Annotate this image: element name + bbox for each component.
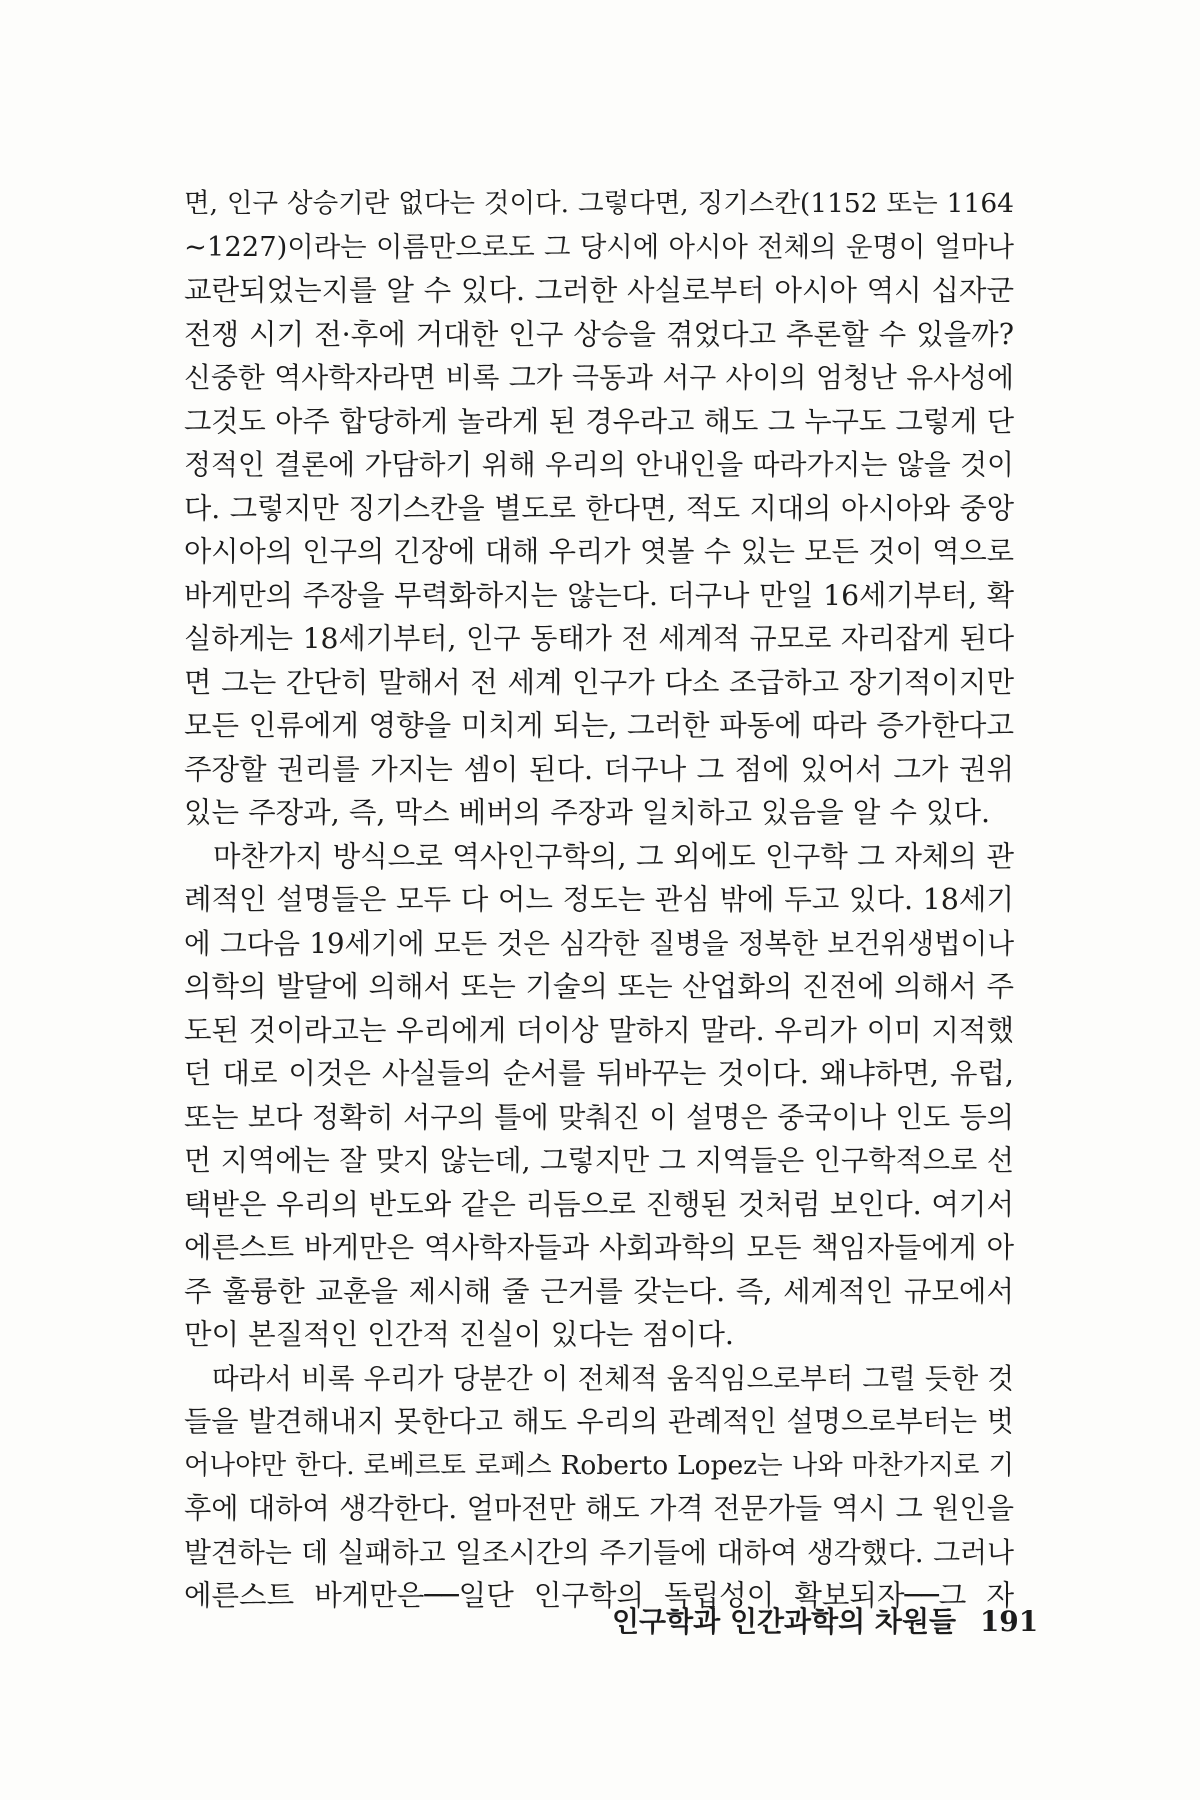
text-line: 따라서 비록 우리가 당분간 이 전체적 움직임으로부터 그럴 듯한 것 [184,1361,1014,1395]
text-line: 또는 보다 정확히 서구의 틀에 맞춰진 이 설명은 중국이나 인도 등의 [184,1100,1014,1134]
text-line: 주장할 권리를 가지는 셈이 된다. 더구나 그 점에 있어서 그가 권위 [184,752,1014,786]
text-line: 에른스트 바게만은 역사학자들과 사회과학의 모든 책임자들에게 아 [184,1231,1014,1264]
text-line: 주 훌륭한 교훈을 제시해 줄 근거를 갖는다. 즉, 세계적인 규모에서 [184,1274,1014,1308]
text-line: 아시아의 인구의 긴장에 대해 우리가 엿볼 수 있는 모든 것이 역으로 [184,535,1014,568]
text-line: 발견하는 데 실패하고 일조시간의 주기들에 대하여 생각했다. 그러나 [184,1535,1014,1569]
text-line: 있는 주장과, 즉, 막스 베버의 주장과 일치하고 있음을 알 수 있다. [184,796,991,829]
text-line: 면 그는 간단히 말해서 전 세계 인구가 다소 조급하고 장기적이지만 [184,665,1014,699]
text-line: 다. 그렇지만 징기스칸을 별도로 한다면, 적도 지대의 아시아와 중앙 [184,491,1014,525]
text-line: 전쟁 시기 전·후에 거대한 인구 상승을 겪었다고 추론할 수 있을까? [184,317,1014,351]
text-line: 에른스트 바게만은──일단 인구학의 독립성이 확보되자──그 자 [184,1579,1014,1612]
text-line: 던 대로 이것은 사실들의 순서를 뒤바꾸는 것이다. 왜냐하면, 유럽, [184,1057,1014,1090]
text-line: 어나야만 한다. 로베르토 로페스 Roberto Lopez는 나와 마찬가지로 기 [184,1449,1014,1481]
text-line: 들을 발견해내지 못한다고 해도 우리의 관례적인 설명으로부터는 벗 [184,1405,1014,1438]
body-text [184,182,1014,1618]
text-line: 정적인 결론에 가담하기 위해 우리의 안내인을 따라가지는 않을 것이 [184,448,1014,481]
text-line: 마찬가지 방식으로 역사인구학의, 그 외에도 인구학 그 자체의 관 [184,839,1014,873]
text-line: 먼 지역에는 잘 맞지 않는데, 그렇지만 그 지역들은 인구학적으로 선 [184,1144,1014,1177]
text-line: 바게만의 주장을 무력화하지는 않는다. 더구나 만일 16세기부터, 확 [184,578,1014,612]
text-line: 택받은 우리의 반도와 같은 리듬으로 진행된 것처럼 보인다. 여기서 [184,1187,1014,1221]
text-line: 그것도 아주 합당하게 놀라게 된 경우라고 해도 그 누구도 그렇게 단 [184,404,1014,438]
text-line: 후에 대하여 생각한다. 얼마전만 해도 가격 전문가들 역시 그 원인을 [184,1492,1014,1525]
text-line: 모든 인류에게 영향을 미치게 되는, 그러한 파동에 따라 증가한다고 [184,709,1014,742]
text-line: 실하게는 18세기부터, 인구 동태가 전 세계적 규모로 자리잡게 된다 [184,622,1014,655]
page-number: 191 [979,1605,1039,1638]
page-footer [612,1600,1039,1640]
text-line: 에 그다음 19세기에 모든 것은 심각한 질병을 정복한 보건위생법이나 [184,926,1014,960]
text-line: ~1227)이라는 이름만으로도 그 당시에 아시아 전체의 운명이 얼마나 [184,231,1014,263]
text-line: 면, 인구 상승기란 없다는 것이다. 그렇다면, 징기스칸(1152 또는 1164 [184,188,1014,219]
text-line: 교란되었는지를 알 수 있다. 그러한 사실로부터 아시아 역시 십자군 [184,274,1014,307]
text-line: 의학의 발달에 의해서 또는 기술의 또는 산업화의 진전에 의해서 주 [184,970,1014,1003]
text-line: 신중한 역사학자라면 비록 그가 극동과 서구 사이의 엄청난 유사성에 [184,361,1014,394]
text-line: 도된 것이라고는 우리에게 더이상 말하지 말라. 우리가 이미 지적했 [184,1013,1014,1047]
text-line: 례적인 설명들은 모두 다 어느 정도는 관심 밖에 두고 있다. 18세기 [184,883,1014,916]
text-line: 만이 본질적인 인간적 진실이 있다는 점이다. [184,1318,734,1351]
running-title: 인구학과 인간과학의 차원들 [612,1605,957,1638]
